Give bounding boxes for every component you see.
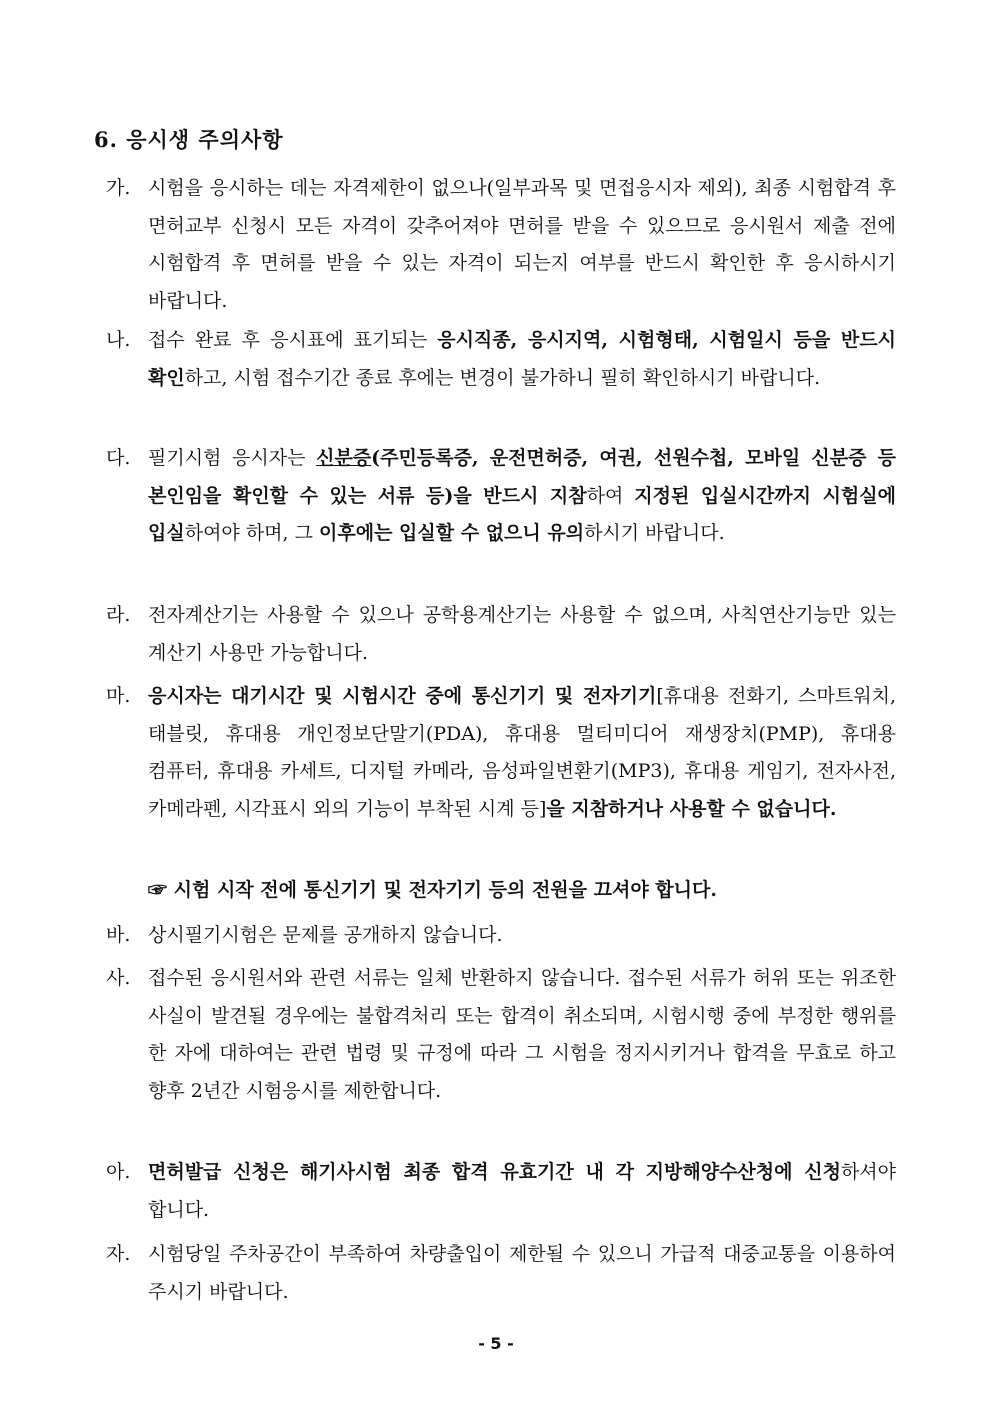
item-marker: 다. [106, 447, 131, 469]
item-body [148, 597, 896, 672]
item-text: 하여 [586, 484, 635, 507]
notice-item-a [106, 1154, 896, 1229]
item-text: 하고, 시험 접수기간 종료 후에는 변경이 불가하니 필히 확인하시기 바랍니다. [184, 366, 821, 389]
power-off-notice [148, 872, 717, 909]
item-marker: 나. [106, 329, 131, 351]
item-body [148, 170, 896, 320]
notice-item-da [106, 440, 896, 553]
notice-item-na [106, 322, 896, 397]
notice-text: 시험 시작 전에 통신기기 및 전자기기 등의 전원을 끄셔야 합니다. [167, 879, 717, 901]
notice-item-sa [106, 960, 896, 1110]
notice-item-ma [106, 678, 896, 828]
item-text: [휴대용 전화기, 스마트워치, 태블릿, 휴대용 개인정보단말기(PDA), 휴대용 멀티미디어 재생장치(PMP), 휴대용 컴퓨터, 휴대용 카세트, 디지털 카메라, 음성파일변환기(MP3), 휴대용 게임기, 전자사전, 카메라펜, 시각표시 외의 기능이 부착된 시계 등] [148, 685, 896, 820]
page-number: - 5 - [478, 1334, 514, 1353]
item-body [148, 960, 896, 1110]
item-text-bold: 지정된 입실시간까지 시험실에 입실 [148, 484, 896, 544]
item-text-bold: 면허발급 신청은 해기사시험 최종 합격 유효기간 내 각 지방해양수산청에 신청 [148, 1161, 841, 1183]
item-text: 시험당일 주차공간이 부족하여 차량출입이 제한될 수 있으니 가급적 대중교통을 이용하여 주시기 바랍니다. [148, 1243, 896, 1303]
item-text: 접수 완료 후 응시표에 표기되는 [148, 329, 438, 351]
item-text-bold: 응시자는 대기시간 및 시험시간 중에 통신기기 및 전자기기 [148, 685, 657, 707]
notice-item-ga [106, 170, 896, 320]
item-body [148, 678, 896, 828]
item-marker: 사. [106, 967, 131, 989]
item-marker: 자. [106, 1243, 131, 1265]
pointing-hand-icon: ☞ [148, 879, 168, 901]
item-body [148, 1154, 896, 1229]
item-marker: 아. [106, 1161, 131, 1183]
item-body [148, 322, 896, 397]
notice-item-ba [106, 917, 896, 955]
item-text: 하여야 하며, 그 [184, 522, 320, 544]
item-text-bold: 이후에는 입실할 수 없으니 유의 [319, 522, 585, 544]
item-text-bold-underline: 신분증 [316, 447, 372, 469]
item-marker: 가. [106, 177, 131, 199]
item-text: 하시기 바랍니다. [584, 522, 725, 544]
item-text: 하셔야 합니다. [148, 1161, 896, 1221]
section-title: 6. 응시생 주의사항 [94, 127, 284, 152]
item-text: 전자계산기는 사용할 수 있으나 공학용계산기는 사용할 수 없으며, 사칙연산기능만 있는 계산기 사용만 가능합니다. [148, 604, 896, 664]
item-text: 필기시험 응시자는 [148, 447, 317, 469]
item-body [148, 440, 896, 553]
item-text-bold: 응시직종, 응시지역, 시험형태, 시험일시 등을 반드시 확인 [148, 329, 896, 389]
item-body [148, 1236, 896, 1311]
item-text-bold: 을 지참하거나 사용할 수 없습니다. [546, 797, 837, 820]
notice-item-ra [106, 597, 896, 672]
item-body [148, 917, 896, 955]
item-text: 접수된 응시원서와 관련 서류는 일체 반환하지 않습니다. 접수된 서류가 허위 또는 위조한 사실이 발견될 경우에는 불합격처리 또는 합격이 취소되며, 시험시행 중에 부정한 행위를 한 자에 대하여는 관련 법령 및 규정에 따라 그 시험을 정지시키거나 합격을 무효로 하고 향후 2년간 시험응시를 제한합니다. [148, 967, 896, 1102]
item-marker: 바. [106, 924, 131, 946]
item-text-bold: (주민등록증, 운전면허증, 여권, 선원수첩, 모바일 신분증 등 본인임을 확인할 수 있는 서류 등)을 반드시 지참 [148, 447, 897, 507]
notice-item-ja [106, 1236, 896, 1311]
item-text: 시험을 응시하는 데는 자격제한이 없으나(일부과목 및 면접응시자 제외), 최종 시험합격 후 면허교부 신청시 모든 자격이 갖추어져야 면허를 받을 수 있으므로 응시원서 제출 전에 시험합격 후 면허를 받을 수 있는 자격이 되는지 여부를 반드시 확인한 후 응시하시기 바랍니다. [148, 177, 896, 312]
item-marker: 라. [106, 604, 131, 626]
item-marker: 마. [106, 685, 131, 707]
item-text: 상시필기시험은 문제를 공개하지 않습니다. [148, 924, 503, 946]
